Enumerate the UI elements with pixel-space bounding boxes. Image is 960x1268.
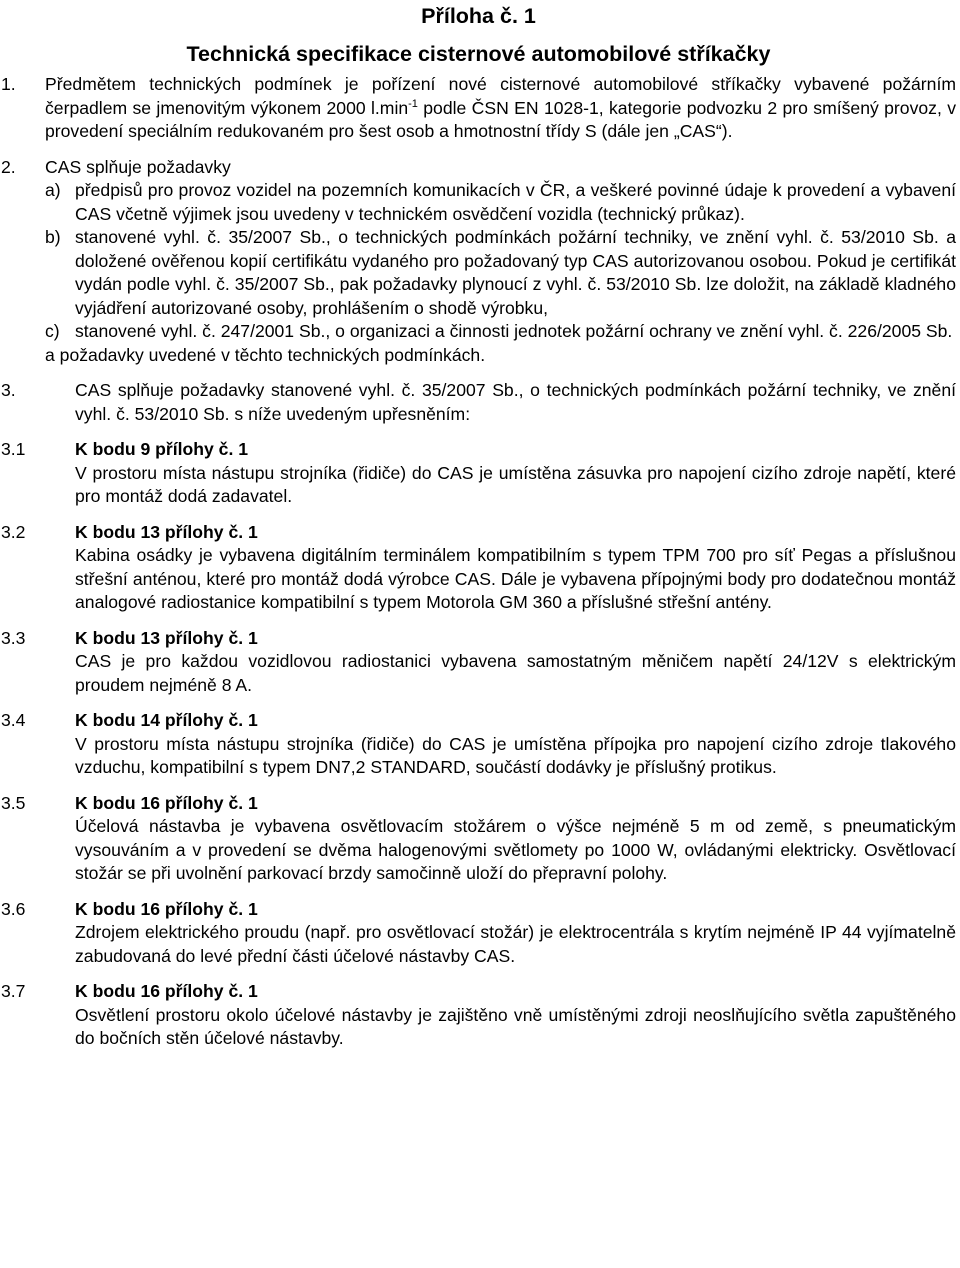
section-3-2 <box>1 521 956 615</box>
sub-item-b <box>45 226 956 320</box>
section-number: 3.7 <box>1 981 26 1001</box>
section-heading: K bodu 9 přílohy č. 1 <box>75 439 249 459</box>
section-3-4 <box>1 709 956 780</box>
sub-text: stanovené vyhl. č. 35/2007 Sb., o technických podmínkách požární techniky, ve znění vyhl. č. 53/2010 Sb. a doložené ověřenou kopií certifikátu vydaného pro požadovaný typ CAS autorizovanou osobou. Pokud je certifikát vydán podle vyhl. č. 35/2007 Sb., pak požadavky plynoucí z vyhl. č. 53/2010 Sb. lze doložit, na základě kladného vyjádření autorizované osoby, prohlášením o shodě výrobku, <box>75 227 956 318</box>
sub-item-a <box>45 179 956 226</box>
paragraph-tail: a požadavky uvedené v těchto technických podmínkách. <box>45 344 486 365</box>
paragraph-1 <box>1 73 956 144</box>
section-3-3 <box>1 627 956 698</box>
paragraph-text: CAS splňuje požadavky stanovené vyhl. č. 35/2007 Sb., o technických podmínkách požární techniky, ve znění vyhl. č. 53/2010 Sb. s níže uvedeným upřesněním: <box>75 380 956 424</box>
section-number: 3.4 <box>1 710 26 730</box>
sub-letter: b) <box>45 227 61 247</box>
section-heading: K bodu 14 přílohy č. 1 <box>75 710 258 730</box>
section-number: 3.1 <box>1 439 26 459</box>
section-heading: K bodu 13 přílohy č. 1 <box>75 521 258 542</box>
sub-letter: c) <box>45 321 60 341</box>
section-3-1 <box>1 438 956 509</box>
sub-letter: a) <box>45 180 61 200</box>
section-number: 3.2 <box>1 521 26 542</box>
section-text: CAS je pro každou vozidlovou radiostanici vybavena samostatným měničem napětí 24/12V s elektrickým proudem nejméně 8 A. <box>75 651 956 695</box>
section-number: 3.3 <box>1 627 26 648</box>
section-heading: K bodu 16 přílohy č. 1 <box>75 898 258 919</box>
section-heading: K bodu 13 přílohy č. 1 <box>75 627 258 648</box>
sub-text: předpisů pro provoz vozidel na pozemních komunikacích v ČR, a veškeré povinné údaje k provedení a vybavení CAS včetně výjimek jsou uvedeny v technickém osvědčení vozidla (technický průkaz). <box>75 180 956 224</box>
paragraph-text-part-a: Předmětem technických podmínek je pořízení nové cisternové automobilové stříkačky vybavené požárním čerpadlem se jmenovitým výkonem 2000 l.min <box>45 74 956 118</box>
annex-heading: Příloha č. 1 <box>421 4 536 28</box>
section-text: Osvětlení prostoru okolo účelové nástavby je zajištěno vně umístěnými zdroji neoslňujícího světla zapuštěného do bočních stěn účelové nástavby. <box>75 1004 956 1048</box>
section-3-6 <box>1 898 956 969</box>
section-3-5 <box>1 792 956 886</box>
section-text: V prostoru místa nástupu strojníka (řidiče) do CAS je umístěna zásuvka pro napojení cizího zdroje napětí, které pro montáž dodá zadavatel. <box>75 462 956 506</box>
section-text: Účelová nástavba je vybavena osvětlovacím stožárem o výšce nejméně 5 m od země, s pneumatickým vysouváním a v provedení se dvěma halogenovými světlomety po 1000 W, ovládanými elektricky. Osvětlovací stožár se při uvolnění parkovací brzdy samočinně uloží do přepravní polohy. <box>75 816 956 883</box>
unit-exponent: -1 <box>408 97 418 110</box>
section-text: V prostoru místa nástupu strojníka (řidiče) do CAS je umístěna přípojka pro napojení cizího zdroje tlakového vzduchu, kompatibilní s typem DN7,2 STANDARD, součástí dodávky je příslušný protikus. <box>75 733 956 777</box>
paragraph-number: 1. <box>1 74 16 94</box>
paragraph-number: 2. <box>1 156 16 177</box>
sub-list <box>45 179 956 344</box>
section-number: 3.5 <box>1 792 26 813</box>
document-title: Technická specifikace cisternové automobilové stříkačky <box>186 42 771 66</box>
paragraph-text-part-b: podle ČSN EN 1028-1, kategorie podvozku 2 pro smíšený provoz, v provedení speciálním redukovaném pro šest osob a hmotnostní třídy S (dále jen „CAS“). <box>45 97 956 141</box>
paragraph-number: 3. <box>1 380 16 400</box>
paragraph-3 <box>1 379 956 426</box>
paragraph-2 <box>1 156 956 368</box>
section-text: Zdrojem elektrického proudu (např. pro osvětlovací stožár) je elektrocentrála s krytím nejméně IP 44 vyjímatelně zabudovaná do levé přední části účelové nástavby CAS. <box>75 922 956 966</box>
section-text: Kabina osádky je vybavena digitálním terminálem kompatibilním s typem TPM 700 pro síť Pegas a příslušnou střešní anténou, které pro montáž dodá výrobce CAS. Dále je vybavena přípojnými body pro dodatečnou montáž analogové radiostanice kompatibilní s typem Motorola GM 360 a příslušné střešní antény. <box>75 545 956 612</box>
sub-text: stanovené vyhl. č. 247/2001 Sb., o organizaci a činnosti jednotek požární ochrany ve znění vyhl. č. 226/2005 Sb. <box>75 321 953 341</box>
paragraph-text <box>45 73 956 144</box>
section-heading: K bodu 16 přílohy č. 1 <box>75 792 258 813</box>
section-3-7 <box>1 980 956 1051</box>
sub-item-c <box>45 320 956 344</box>
section-number: 3.6 <box>1 898 26 919</box>
paragraph-intro: CAS splňuje požadavky <box>45 156 231 177</box>
section-heading: K bodu 16 přílohy č. 1 <box>75 981 258 1001</box>
